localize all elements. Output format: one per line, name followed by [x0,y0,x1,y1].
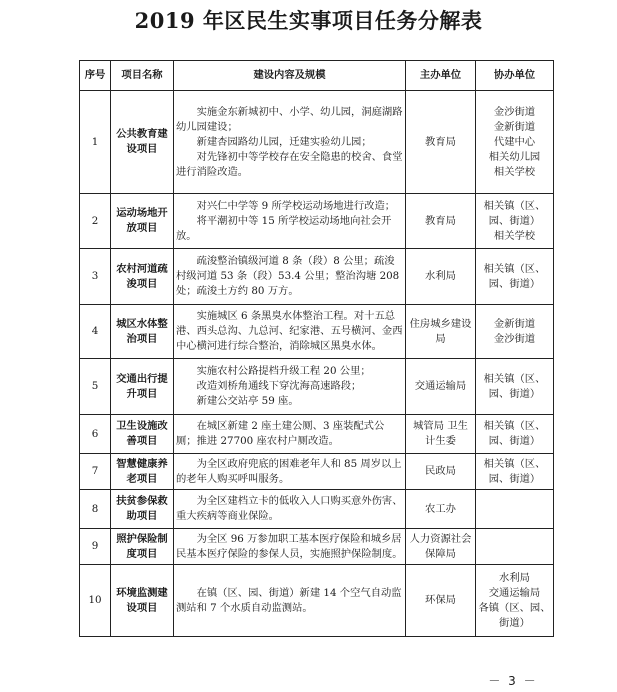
row-index: 10 [80,565,111,637]
assist-unit-item: 金新街道 [493,120,536,133]
row-content [174,415,406,454]
content-line: 新建公交站亭 59 座。 [196,395,299,407]
content-line: 疏浚整治镇级河道 8 条（段）8 公里；疏浚村级河道 53 条（段）53.4 公里；整治沟塘 208 处；疏浚土方约 80 万方。 [176,255,400,297]
row-index: 8 [80,490,111,529]
row-project-name: 公共教育建设项目 [111,91,174,194]
table-row [80,490,554,529]
header-project-name: 项目名称 [111,61,174,91]
assist-unit-item: 相关镇（区、园、街道） [483,199,546,227]
content-line: 改造刘桥角通线下穿沈海高速路段； [196,380,362,392]
document-title: 2019 年区民生实事项目任务分解表 [134,8,483,33]
assist-unit-item: 代建中心 [493,135,536,148]
row-index: 6 [80,415,111,454]
content-line: 在城区新建 2 座土建公厕、3 座装配式公厕；推进 27700 座农村户厕改造。 [176,420,385,447]
row-index: 3 [80,249,111,305]
row-assist-unit [476,194,554,249]
row-assist-unit [476,305,554,359]
assist-unit-item: 相关镇（区、园、街道） [483,457,546,485]
row-host-unit: 人力资源社会保障局 [406,529,476,565]
table-row [80,415,554,454]
assist-unit-item: 各镇（区、园、街道） [478,601,551,629]
table-row [80,249,554,305]
table-row [80,359,554,415]
content-line: 对先锋初中等学校存在安全隐患的校舍、食堂进行消险改造。 [176,150,403,178]
row-project-name: 智慧健康养老项目 [111,454,174,490]
row-project-name: 运动场地开放项目 [111,194,174,249]
row-project-name: 卫生设施改善项目 [111,415,174,454]
row-host-unit: 交通运输局 [406,359,476,415]
assist-unit-item: 相关镇（区、园、街道） [483,420,546,447]
row-assist-unit [476,91,554,194]
row-content [174,490,406,529]
content-line: 实施农村公路提档升级工程 20 公里； [196,365,371,377]
assist-unit-item: 金新街道 [493,317,536,330]
row-project-name: 环境监测建设项目 [111,565,174,637]
row-content [174,249,406,305]
row-index: 9 [80,529,111,565]
content-line: 为全区政府兜底的困难老年人和 85 周岁以上的老年人购买呼叫服务。 [176,457,402,485]
row-index: 4 [80,305,111,359]
assist-unit-item: 金沙街道 [493,105,536,118]
header-host-unit: 主办单位 [406,61,476,91]
row-index: 1 [80,91,111,194]
content-line: 在镇（区、园、街道）新建 14 个空气自动监测站和 7 个水质自动监测站。 [176,586,402,614]
row-assist-unit [476,529,554,565]
page-number: － 3 － [488,674,538,688]
content-line: 实施城区 6 条黑臭水体整治工程。对十五总港、西头总沟、九总河、纪家港、五号横河、金西中心横河进行综合整治，消除城区黑臭水体。 [176,310,403,352]
table-row [80,565,554,637]
row-project-name: 扶贫参保救助项目 [111,490,174,529]
content-line: 对兴仁中学等 9 所学校运动场地进行改造； [196,199,396,212]
row-project-name: 城区水体整治项目 [111,305,174,359]
row-project-name: 交通出行提升项目 [111,359,174,415]
assist-unit-item: 相关学校 [493,165,536,178]
row-content [174,194,406,249]
row-host-unit: 教育局 [406,194,476,249]
content-line: 为全区建档立卡的低收入人口购买意外伤害、重大疾病等商业保险。 [176,495,403,522]
row-host-unit: 水利局 [406,249,476,305]
row-host-unit: 教育局 [406,91,476,194]
row-assist-unit [476,565,554,637]
table-row [80,194,554,249]
row-index: 7 [80,454,111,490]
row-content [174,91,406,194]
assist-unit-item: 相关幼儿园 [488,150,541,163]
content-line: 将平潮初中等 15 所学校运动场地向社会开放。 [176,214,392,242]
row-host-unit: 民政局 [406,454,476,490]
row-index: 2 [80,194,111,249]
row-host-unit: 城管局 卫生计生委 [406,415,476,454]
header-assist-unit: 协办单位 [476,61,554,91]
table-row [80,305,554,359]
assist-unit-item: 相关镇（区、园、街道） [483,372,546,400]
assist-unit-item: 相关镇（区、园、街道） [483,262,546,290]
assist-unit-item: 金沙街道 [493,332,536,345]
assist-unit-item: 相关学校 [493,229,536,242]
row-project-name: 照护保险制度项目 [111,529,174,565]
row-assist-unit [476,490,554,529]
table-header-row [80,61,554,91]
task-breakdown-table [79,60,554,637]
assist-unit-item: 水利局 [499,571,530,584]
row-content [174,565,406,637]
table-row [80,91,554,194]
row-index: 5 [80,359,111,415]
row-content [174,529,406,565]
content-line: 新建杏园路幼儿园，迁建实验幼儿园； [196,135,372,148]
row-content [174,305,406,359]
table-row [80,529,554,565]
content-line: 为全区 96 万参加职工基本医疗保险和城乡居民基本医疗保险的参保人员，实施照护保险制度。 [176,532,403,560]
row-assist-unit [476,359,554,415]
row-assist-unit [476,415,554,454]
row-assist-unit [476,249,554,305]
header-content: 建设内容及规模 [174,61,406,91]
row-content [174,359,406,415]
content-line: 实施金东新城初中、小学、幼儿园，洞庭湖路幼儿园建设； [176,105,403,133]
row-content [174,454,406,490]
assist-unit-item: 交通运输局 [488,586,541,599]
row-host-unit: 住房城乡建设局 [406,305,476,359]
row-host-unit: 环保局 [406,565,476,637]
row-assist-unit [476,454,554,490]
table-body [80,91,554,637]
row-project-name: 农村河道疏浚项目 [111,249,174,305]
row-host-unit: 农工办 [406,490,476,529]
table-row [80,454,554,490]
header-index: 序号 [80,61,111,91]
